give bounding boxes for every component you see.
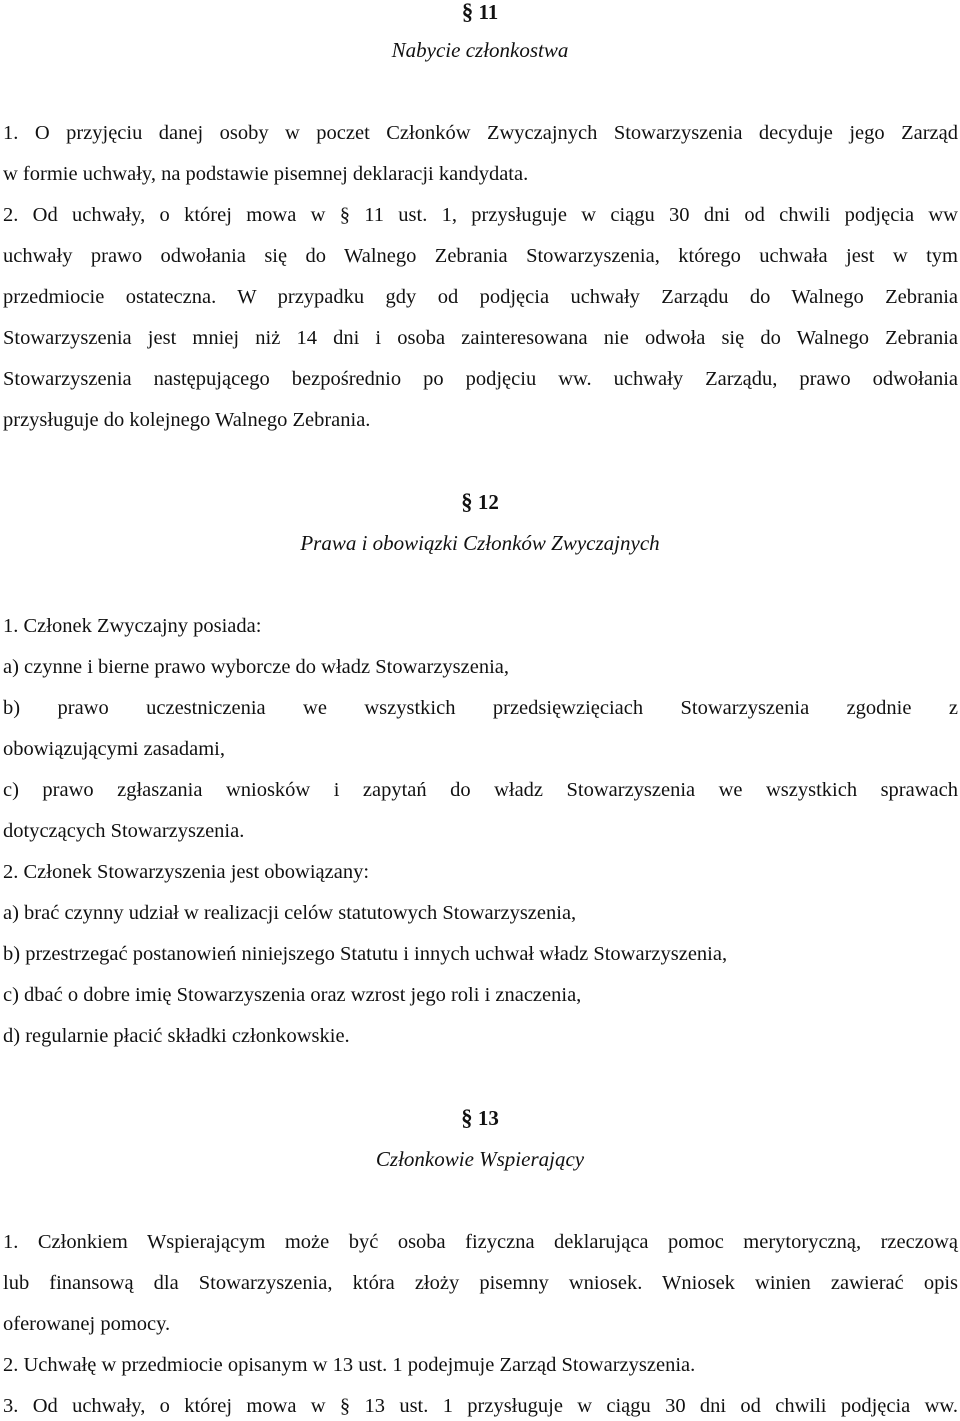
section-11-heading xyxy=(0,0,960,24)
paragraph-line: c) prawo zgłaszania wniosków i zapytań do władz Stowarzyszenia we wszystkich sprawach xyxy=(3,779,958,801)
section-12-title: Prawa i obowiązki Członków Zwyczajnych xyxy=(300,531,660,555)
paragraph-line: b) przestrzegać postanowień niniejszego Statutu i innych uchwał władz Stowarzyszenia, xyxy=(3,943,728,965)
section-number: 12 xyxy=(477,490,499,514)
section-number: 13 xyxy=(477,1106,499,1130)
paragraph-line: oferowanej pomocy. xyxy=(3,1313,171,1335)
paragraph-line: 2. Od uchwały, o której mowa w § 11 ust. 1, przysługuje w ciągu 30 dni od chwili podjęcia ww xyxy=(3,204,958,226)
paragraph-line: 2. Członek Stowarzyszenia jest obowiązany: xyxy=(3,861,370,883)
section-number: 11 xyxy=(478,0,499,24)
section-symbol: § xyxy=(461,1105,473,1130)
paragraph-line: przedmiocie ostateczna. W przypadku gdy od podjęcia uchwały Zarządu do Walnego Zebrania xyxy=(3,286,958,308)
section-13-title: Członkowie Wspierający xyxy=(375,1147,585,1171)
paragraph-line: 1. O przyjęciu danej osoby w poczet Członków Zwyczajnych Stowarzyszenia decyduje jego Zarząd xyxy=(3,122,958,144)
paragraph-line: Stowarzyszenia następującego bezpośrednio po podjęciu ww. uchwały Zarządu, prawo odwołania xyxy=(3,368,958,390)
paragraph-line: 2. Uchwałę w przedmiocie opisanym w 13 ust. 1 podejmuje Zarząd Stowarzyszenia. xyxy=(3,1354,696,1376)
section-11-title: Nabycie członkostwa xyxy=(391,38,569,62)
section-symbol: § xyxy=(461,489,473,514)
section-12-heading xyxy=(0,490,960,514)
paragraph-line: a) brać czynny udział w realizacji celów statutowych Stowarzyszenia, xyxy=(3,902,577,924)
paragraph-line: 1. Członek Zwyczajny posiada: xyxy=(3,615,262,637)
paragraph-line: w formie uchwały, na podstawie pisemnej deklaracji kandydata. xyxy=(3,163,529,185)
paragraph-line: 3. Od uchwały, o której mowa w § 13 ust. 1 przysługuje w ciągu 30 dni od chwili podjęcia ww. xyxy=(3,1395,958,1417)
paragraph-line: a) czynne i bierne prawo wyborcze do władz Stowarzyszenia, xyxy=(3,656,510,678)
section-symbol: § xyxy=(461,0,474,24)
paragraph-line: przysługuje do kolejnego Walnego Zebrania. xyxy=(3,409,371,431)
paragraph-line: uchwały prawo odwołania się do Walnego Zebrania Stowarzyszenia, którego uchwała jest w tym xyxy=(3,245,958,267)
paragraph-line: Stowarzyszenia jest mniej niż 14 dni i osoba zainteresowana nie odwoła się do Walnego Zebrania xyxy=(3,327,958,349)
paragraph-line: 1. Członkiem Wspierającym może być osoba fizyczna deklarująca pomoc merytoryczną, rzeczową xyxy=(3,1231,958,1253)
paragraph-line: b) prawo uczestniczenia we wszystkich przedsięwzięciach Stowarzyszenia zgodnie z xyxy=(3,697,958,719)
paragraph-line: lub finansową dla Stowarzyszenia, która złoży pisemny wniosek. Wniosek winien zawierać opis xyxy=(3,1272,958,1294)
paragraph-line: obowiązującymi zasadami, xyxy=(3,738,225,760)
paragraph-line: c) dbać o dobre imię Stowarzyszenia oraz wzrost jego roli i znaczenia, xyxy=(3,984,582,1006)
paragraph-line: dotyczących Stowarzyszenia. xyxy=(3,820,245,842)
section-13-heading xyxy=(0,1106,960,1130)
paragraph-line: d) regularnie płacić składki członkowskie. xyxy=(3,1025,350,1047)
